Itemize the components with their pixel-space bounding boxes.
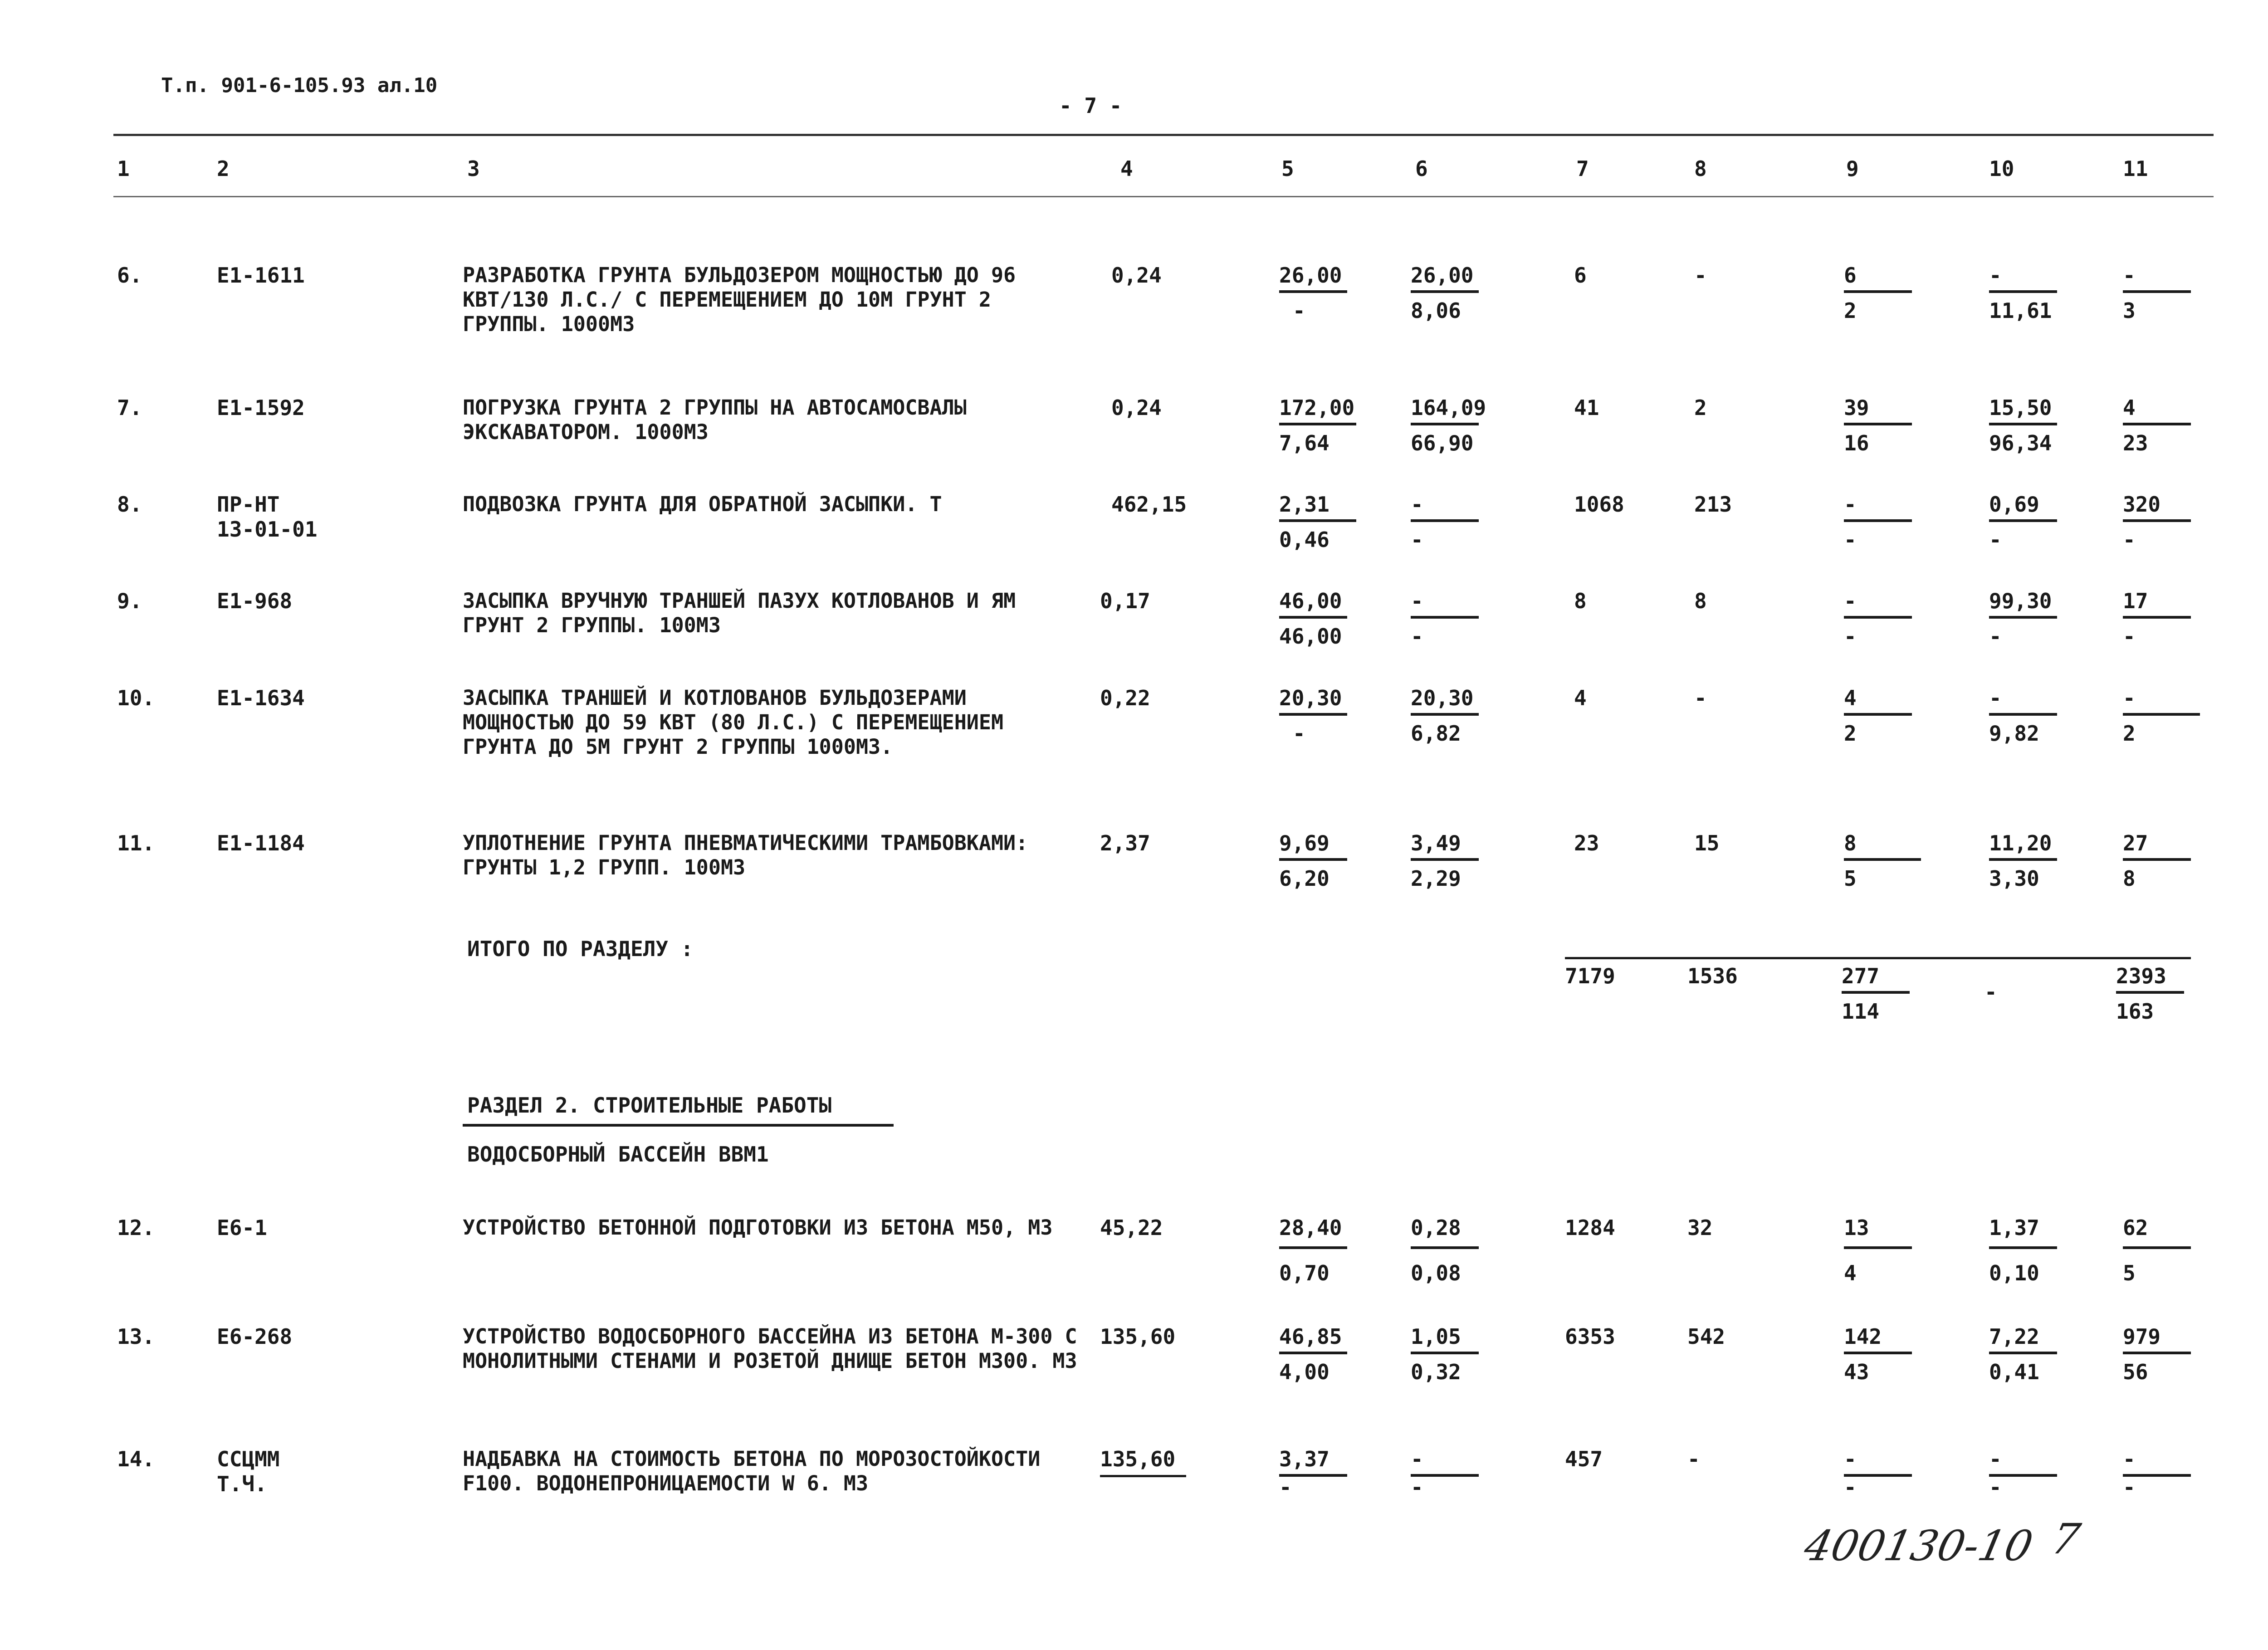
- c6-top: 26,00: [1411, 263, 1474, 288]
- handwritten-archive-number: 400130-10: [1800, 1522, 2037, 1570]
- subtotal-c7: 7179: [1565, 964, 1615, 988]
- c5-bottom: -: [1293, 298, 1305, 323]
- cell-c8: 2: [1694, 395, 1707, 420]
- fraction-bar: [1844, 519, 1912, 522]
- c11-top: 17: [2123, 589, 2148, 613]
- cell-c8: 32: [1687, 1216, 1713, 1240]
- handwritten-page-mark: 7: [2047, 1515, 2084, 1563]
- fraction-bar: [1989, 1352, 2057, 1354]
- c6-top: 0,28: [1411, 1216, 1461, 1240]
- c11-bottom: 8: [2123, 866, 2136, 891]
- c5-bottom: 7,64: [1279, 431, 1330, 455]
- c10-top: 15,50: [1989, 395, 2052, 420]
- section-title-underline: [463, 1124, 894, 1127]
- row-quantity: 45,22: [1100, 1216, 1163, 1240]
- c9-top: 39: [1844, 395, 1869, 420]
- row-code: Е6-1: [217, 1216, 267, 1240]
- c10-bottom: 3,30: [1989, 866, 2039, 891]
- c11-bottom: 163: [2116, 999, 2154, 1024]
- c10-bottom: 0,10: [1989, 1261, 2039, 1285]
- row-code: Е1-968: [217, 589, 293, 613]
- row-number: 10.: [117, 686, 155, 710]
- c11-top: 27: [2123, 831, 2148, 855]
- c9-bottom: 4: [1844, 1261, 1857, 1285]
- col-header-10: 10: [1989, 156, 2014, 181]
- row-code: Е1-1634: [217, 686, 305, 710]
- c11-top: 4: [2123, 395, 2136, 420]
- c10-top: -: [1989, 1447, 2002, 1471]
- c5-top: 46,85: [1279, 1324, 1342, 1349]
- c10-bottom: 9,82: [1989, 721, 2039, 746]
- col-header-2: 2: [217, 156, 230, 181]
- row-number: 13.: [117, 1324, 155, 1349]
- c9-top: 4: [1844, 686, 1857, 710]
- fraction-bar: [1411, 423, 1479, 425]
- c10-bottom: -: [1989, 624, 2002, 649]
- c6-bottom: 2,29: [1411, 866, 1461, 891]
- cell-c7: 23: [1574, 831, 1599, 855]
- c6-top: -: [1411, 589, 1423, 613]
- c11-top: -: [2123, 263, 2136, 288]
- subtotal-c8: 1536: [1687, 964, 1738, 988]
- row-description: ПОДВОЗКА ГРУНТА ДЛЯ ОБРАТНОЙ ЗАСЫПКИ. Т: [463, 492, 942, 516]
- col-header-9: 9: [1846, 156, 1859, 181]
- c10-top: 7,22: [1989, 1324, 2039, 1349]
- fraction-bar: [1279, 616, 1347, 619]
- c6-top: 1,05: [1411, 1324, 1461, 1349]
- fraction-bar: [1279, 519, 1356, 522]
- c9-top: 8: [1844, 831, 1857, 855]
- fraction-bar: [2123, 519, 2191, 522]
- row-code: Е1-1592: [217, 395, 305, 420]
- page-number: - 7 -: [1059, 93, 1122, 118]
- c5-top: 3,37: [1279, 1447, 1330, 1471]
- row-code: ССЦММ: [217, 1447, 280, 1471]
- row-quantity: 135,60: [1100, 1447, 1176, 1471]
- header-top-rule: [113, 134, 2214, 136]
- c10-bottom: -: [1989, 1475, 2002, 1499]
- row-description: ПОГРУЗКА ГРУНТА 2 ГРУППЫ НА АВТОСАМОСВАЛЫ ЭКСКАВАТОРОМ. 1000М3: [463, 395, 967, 444]
- fraction-bar: [1842, 991, 1910, 994]
- fraction-bar: [1279, 1246, 1347, 1249]
- c10-top: 11,20: [1989, 831, 2052, 855]
- cell-c8: -: [1687, 1447, 1700, 1471]
- c6-top: 20,30: [1411, 686, 1474, 710]
- c11-bottom: -: [2123, 527, 2136, 552]
- c11-top: -: [2123, 1447, 2136, 1471]
- c5-bottom: 46,00: [1279, 624, 1342, 649]
- cell-c7: 6: [1574, 263, 1587, 288]
- c9-bottom: 2: [1844, 298, 1857, 323]
- fraction-bar: [2123, 858, 2191, 861]
- fraction-bar: [1411, 713, 1479, 716]
- row-number: 12.: [117, 1216, 155, 1240]
- fraction-bar: [1989, 858, 2057, 861]
- row-description: УСТРОЙСТВО БЕТОННОЙ ПОДГОТОВКИ ИЗ БЕТОНА М50, М3: [463, 1216, 1053, 1240]
- fraction-bar: [1844, 616, 1912, 619]
- fraction-bar: [1279, 713, 1347, 716]
- c5-bottom: 0,70: [1279, 1261, 1330, 1285]
- c9-bottom: 2: [1844, 721, 1857, 746]
- fraction-bar: [1279, 290, 1347, 293]
- fraction-bar: [1989, 423, 2057, 425]
- cell-c8: 8: [1694, 589, 1707, 613]
- fraction-bar: [2123, 290, 2191, 293]
- row-quantity: 2,37: [1100, 831, 1150, 855]
- c9-bottom: 16: [1844, 431, 1869, 455]
- c6-bottom: -: [1411, 527, 1423, 552]
- c5-bottom: -: [1293, 721, 1305, 746]
- cell-c8: -: [1694, 686, 1707, 710]
- c10-top: 0,69: [1989, 492, 2039, 517]
- c6-bottom: 0,08: [1411, 1261, 1461, 1285]
- row-number: 11.: [117, 831, 155, 855]
- section-subtitle: ВОДОСБОРНЫЙ БАССЕЙН ВВМ1: [467, 1142, 769, 1167]
- c6-top: -: [1411, 1447, 1423, 1471]
- col-header-3: 3: [467, 156, 480, 181]
- fraction-bar: [1844, 858, 1921, 861]
- fraction-bar: [1279, 858, 1347, 861]
- c9-bottom: -: [1844, 1475, 1857, 1499]
- c5-top: 2,31: [1279, 492, 1330, 517]
- col-header-11: 11: [2123, 156, 2148, 181]
- row-code-line2: 13-01-01: [217, 517, 318, 542]
- c11-top: -: [2123, 686, 2136, 710]
- fraction-bar: [2116, 991, 2184, 994]
- row-quantity: 135,60: [1100, 1324, 1176, 1349]
- fraction-bar: [1411, 519, 1479, 522]
- c11-bottom: -: [2123, 624, 2136, 649]
- fraction-bar: [1844, 713, 1912, 716]
- col-header-5: 5: [1281, 156, 1294, 181]
- subtotal-label: ИТОГО ПО РАЗДЕЛУ :: [467, 937, 694, 961]
- c11-bottom: 5: [2123, 1261, 2136, 1285]
- fraction-bar: [2123, 1246, 2191, 1249]
- c9-top: 142: [1844, 1324, 1882, 1349]
- fraction-bar: [1279, 423, 1356, 425]
- c11-top: 979: [2123, 1324, 2161, 1349]
- fraction-bar: [1989, 616, 2057, 619]
- cell-c7: 6353: [1565, 1324, 1615, 1349]
- fraction-bar: [2123, 423, 2191, 425]
- col-header-1: 1: [117, 156, 130, 181]
- col-header-7: 7: [1576, 156, 1589, 181]
- c9-bottom: -: [1844, 624, 1857, 649]
- c6-bottom: -: [1411, 1475, 1423, 1499]
- c9-top: -: [1844, 1447, 1857, 1471]
- cell-c7: 41: [1574, 395, 1599, 420]
- cell-c8: -: [1694, 263, 1707, 288]
- c9-bottom: 5: [1844, 866, 1857, 891]
- c9-top: -: [1844, 589, 1857, 613]
- c5-top: 9,69: [1279, 831, 1330, 855]
- fraction-bar: [1844, 1352, 1912, 1354]
- row-number: 7.: [117, 395, 142, 420]
- row-quantity: 0,22: [1100, 686, 1150, 710]
- row-description: ЗАСЫПКА ВРУЧНУЮ ТРАНШЕЙ ПАЗУХ КОТЛОВАНОВ И ЯМ ГРУНТ 2 ГРУППЫ. 100М3: [463, 589, 1016, 637]
- cell-c7: 457: [1565, 1447, 1603, 1471]
- fraction-bar: [2123, 713, 2200, 716]
- c6-top: -: [1411, 492, 1423, 517]
- c9-bottom: 114: [1842, 999, 1880, 1024]
- cell-c7: 1284: [1565, 1216, 1615, 1240]
- row-description: ЗАСЫПКА ТРАНШЕЙ И КОТЛОВАНОВ БУЛЬДОЗЕРАМИ МОЩНОСТЬЮ ДО 59 КВТ (80 Л.С.) С ПЕРЕМЕЩЕНИЕМ ГРУНТА ДО 5М ГРУНТ 2 ГРУППЫ 1000М3.: [463, 686, 1004, 759]
- row-number: 6.: [117, 263, 142, 288]
- row-description: РАЗРАБОТКА ГРУНТА БУЛЬДОЗЕРОМ МОЩНОСТЬЮ ДО 96 КВТ/130 Л.С./ С ПЕРЕМЕЩЕНИЕМ ДО 10М ГРУНТ 2 ГРУППЫ. 1000М3: [463, 263, 1016, 336]
- c11-bottom: -: [2123, 1475, 2136, 1499]
- row-description: УПЛОТНЕНИЕ ГРУНТА ПНЕВМАТИЧЕСКИМИ ТРАМБОВКАМИ: ГРУНТЫ 1,2 ГРУПП. 100М3: [463, 831, 1028, 879]
- fraction-bar: [1411, 858, 1479, 861]
- c11-bottom: 23: [2123, 431, 2148, 455]
- c10-top: 99,30: [1989, 589, 2052, 613]
- c9-bottom: -: [1844, 527, 1857, 552]
- c11-top: 2393: [2116, 964, 2166, 988]
- fraction-bar: [1411, 1246, 1479, 1249]
- row-code-line2: Т.Ч.: [217, 1472, 267, 1496]
- c5-top: 172,00: [1279, 395, 1355, 420]
- col-header-6: 6: [1415, 156, 1428, 181]
- cell-c7: 8: [1574, 589, 1587, 613]
- c5-bottom: 4,00: [1279, 1360, 1330, 1384]
- cell-c7: 4: [1574, 686, 1587, 710]
- c5-top: 26,00: [1279, 263, 1342, 288]
- c6-bottom: 8,06: [1411, 298, 1461, 323]
- row-number: 14.: [117, 1447, 155, 1471]
- c10-bottom: 96,34: [1989, 431, 2052, 455]
- c6-bottom: 6,82: [1411, 721, 1461, 746]
- row-quantity: 0,24: [1111, 263, 1162, 288]
- c5-bottom: -: [1279, 1475, 1292, 1499]
- c9-bottom: 43: [1844, 1360, 1869, 1384]
- fraction-bar: [2123, 1352, 2191, 1354]
- row-number: 8.: [117, 492, 142, 517]
- c10-bottom: -: [1989, 527, 2002, 552]
- fraction-bar: [1844, 290, 1912, 293]
- row-quantity: 0,17: [1100, 589, 1150, 613]
- row-code: ПР-НТ: [217, 492, 280, 517]
- header-bottom-rule: [113, 196, 2214, 197]
- row-number: 9.: [117, 589, 142, 613]
- row-quantity: 462,15: [1111, 492, 1187, 517]
- c9-top: 277: [1842, 964, 1880, 988]
- c11-top: 62: [2123, 1216, 2148, 1240]
- fraction-bar: [1411, 290, 1479, 293]
- c10-top: -: [1989, 686, 2002, 710]
- c10-top: -: [1989, 263, 2002, 288]
- fraction-bar: [2123, 616, 2191, 619]
- row-code: Е6-268: [217, 1324, 293, 1349]
- row-quantity: 0,24: [1111, 395, 1162, 420]
- c5-top: 46,00: [1279, 589, 1342, 613]
- c6-top: 3,49: [1411, 831, 1461, 855]
- c6-bottom: 0,32: [1411, 1360, 1461, 1384]
- c11-bottom: 56: [2123, 1360, 2148, 1384]
- c11-top: 320: [2123, 492, 2161, 517]
- fraction-bar: [1989, 290, 2057, 293]
- fraction-bar: [1989, 1246, 2057, 1249]
- row-description: НАДБАВКА НА СТОИМОСТЬ БЕТОНА ПО МОРОЗОСТОЙКОСТИ F100. ВОДОНЕПРОНИЦАЕМОСТИ W 6. М3: [463, 1447, 1041, 1495]
- quantity-underline: [1100, 1475, 1186, 1477]
- fraction-bar: [1989, 519, 2057, 522]
- c6-top: 164,09: [1411, 395, 1486, 420]
- fraction-bar: [1411, 616, 1479, 619]
- fraction-bar: [1844, 423, 1912, 425]
- c5-top: 28,40: [1279, 1216, 1342, 1240]
- subtotal-c10: -: [1984, 980, 1997, 1004]
- fraction-bar: [1411, 1352, 1479, 1354]
- c10-bottom: 0,41: [1989, 1360, 2039, 1384]
- c5-top: 20,30: [1279, 686, 1342, 710]
- c9-top: -: [1844, 492, 1857, 517]
- row-code: Е1-1184: [217, 831, 305, 855]
- cell-c8: 15: [1694, 831, 1720, 855]
- c10-bottom: 11,61: [1989, 298, 2052, 323]
- c9-top: 6: [1844, 263, 1857, 288]
- c9-top: 13: [1844, 1216, 1869, 1240]
- c5-bottom: 0,46: [1279, 527, 1330, 552]
- cell-c8: 213: [1694, 492, 1732, 517]
- cell-c8: 542: [1687, 1324, 1725, 1349]
- col-header-4: 4: [1120, 156, 1133, 181]
- document-reference: Т.п. 901-6-105.93 ал.10: [161, 74, 438, 97]
- c6-bottom: 66,90: [1411, 431, 1474, 455]
- row-code: Е1-1611: [217, 263, 305, 288]
- c5-bottom: 6,20: [1279, 866, 1330, 891]
- fraction-bar: [1279, 1352, 1347, 1354]
- c11-bottom: 3: [2123, 298, 2136, 323]
- c10-top: 1,37: [1989, 1216, 2039, 1240]
- subtotal-rule: [1565, 957, 2191, 959]
- row-description: УСТРОЙСТВО ВОДОСБОРНОГО БАССЕЙНА ИЗ БЕТОНА М-300 С МОНОЛИТНЫМИ СТЕНАМИ И РОЗЕТОЙ ДНИЩЕ БЕТОН М300. М3: [463, 1324, 1077, 1373]
- col-header-8: 8: [1694, 156, 1707, 181]
- cell-c7: 1068: [1574, 492, 1624, 517]
- c11-bottom: 2: [2123, 721, 2136, 746]
- c6-bottom: -: [1411, 624, 1423, 649]
- fraction-bar: [1844, 1246, 1912, 1249]
- fraction-bar: [1989, 713, 2057, 716]
- section-title: РАЗДЕЛ 2. СТРОИТЕЛЬНЫЕ РАБОТЫ: [467, 1093, 832, 1118]
